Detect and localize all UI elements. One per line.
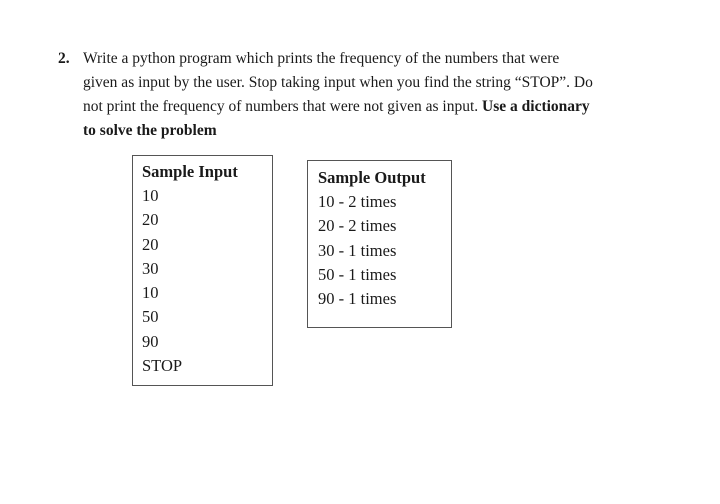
question-emphasis-1: Use a dictionary (482, 98, 590, 115)
sample-output-header: Sample Output (318, 168, 426, 187)
question-text (83, 47, 658, 143)
sample-input-row: 20 (142, 210, 159, 230)
sample-input-header: Sample Input (142, 162, 238, 181)
sample-input-row: STOP (142, 356, 183, 376)
question-line-2: given as input by the user. Stop taking input when you find the string “STOP”. Do (83, 74, 593, 91)
sample-input-box (132, 155, 273, 386)
sample-output-box (307, 160, 452, 328)
sample-input-row: 10 (142, 186, 159, 205)
question-emphasis-2: to solve the problem (83, 122, 217, 139)
question-line-3: not print the frequency of numbers that were not given as input. (83, 98, 483, 115)
sample-output-row: 90 - 1 times (318, 289, 397, 309)
sample-output-row: 10 - 2 times (318, 192, 397, 211)
sample-output-row: 30 - 1 times (318, 240, 397, 260)
question-line-1: Write a python program which prints the frequency of the numbers that were (83, 50, 560, 67)
question-block (58, 47, 658, 143)
question-number: 2. (58, 50, 70, 67)
sample-output-row: 20 - 2 times (318, 216, 397, 236)
sample-input-row: 20 (142, 234, 159, 254)
sample-output-row: 50 - 1 times (318, 264, 397, 284)
sample-input-row: 10 (142, 283, 159, 303)
sample-input-row: 90 (142, 331, 159, 351)
sample-input-row: 30 (142, 258, 159, 278)
sample-input-row: 50 (142, 307, 159, 327)
